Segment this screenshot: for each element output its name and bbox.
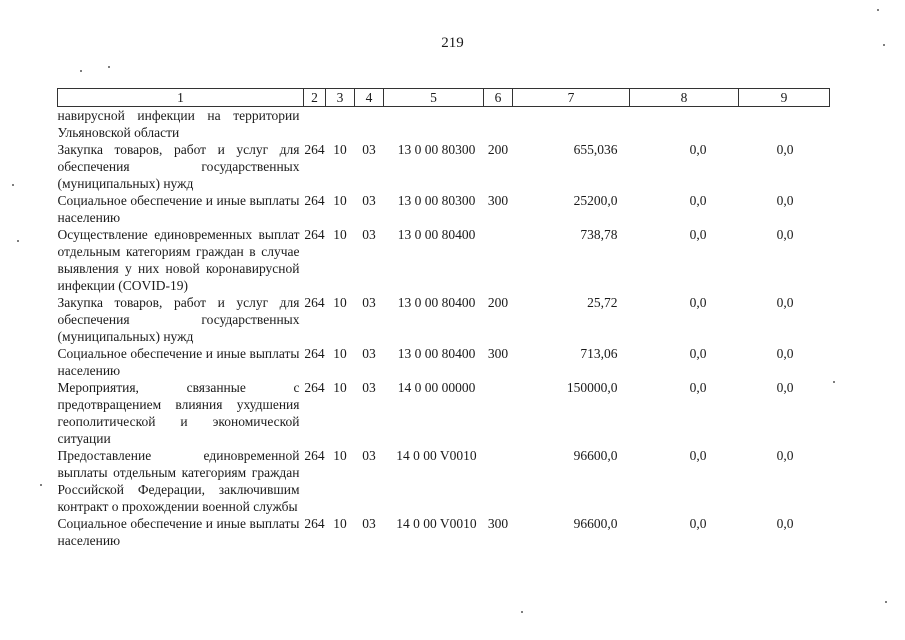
table-row bbox=[58, 226, 830, 294]
row-name: Мероприятия, связанные с предотвращением влияния ухудшения геополитической и экономической ситуации bbox=[57, 380, 300, 446]
row-amount-next: 0,0 bbox=[689, 380, 707, 395]
row-ministry: 264 bbox=[304, 346, 325, 361]
table-header bbox=[58, 89, 830, 107]
row-section: 10 bbox=[333, 516, 347, 531]
scan-speck bbox=[12, 184, 14, 186]
row-amount-after: 0,0 bbox=[776, 142, 794, 157]
row-name: Закупка товаров, работ и услуг для обеспечения государственных (муниципальных) нужд bbox=[57, 142, 300, 191]
row-amount: 25200,0 bbox=[573, 193, 618, 208]
row-target-code: 13 0 00 80400 bbox=[397, 346, 476, 361]
row-expense-type bbox=[484, 379, 513, 447]
row-amount: 96600,0 bbox=[573, 448, 618, 463]
row-expense-type: 300 bbox=[487, 516, 509, 531]
row-name: Социальное обеспечение и иные выплаты населению bbox=[57, 193, 300, 225]
scan-speck bbox=[877, 9, 879, 11]
row-section: 10 bbox=[333, 448, 347, 463]
scan-speck bbox=[885, 601, 887, 603]
row-amount-after: 0,0 bbox=[776, 227, 794, 242]
row-amount-after: 0,0 bbox=[776, 193, 794, 208]
header-row bbox=[58, 89, 830, 107]
row-amount bbox=[513, 107, 630, 142]
row-subsection: 03 bbox=[362, 380, 376, 395]
row-amount: 713,06 bbox=[580, 346, 618, 361]
row-target-code: 14 0 00 V0010 bbox=[396, 448, 477, 463]
row-amount-next: 0,0 bbox=[689, 346, 707, 361]
row-subsection: 03 bbox=[362, 516, 376, 531]
row-name: навирусной инфекции на территории Ульяновской области bbox=[57, 108, 300, 140]
row-ministry: 264 bbox=[304, 193, 325, 208]
table-row bbox=[58, 107, 830, 142]
table-row bbox=[58, 294, 830, 345]
scan-speck bbox=[833, 381, 835, 383]
row-expense-type: 200 bbox=[487, 295, 509, 310]
row-name: Предоставление единовременной выплаты отдельным категориям граждан Российской Федерации, заключившим контракт о прохождении военной службы bbox=[57, 448, 300, 514]
scan-speck bbox=[883, 44, 885, 46]
header-col-5: 5 bbox=[384, 89, 484, 107]
table-row bbox=[58, 345, 830, 379]
header-col-4: 4 bbox=[355, 89, 384, 107]
row-target-code: 13 0 00 80300 bbox=[397, 142, 476, 157]
row-section: 10 bbox=[333, 142, 347, 157]
row-amount: 96600,0 bbox=[573, 516, 618, 531]
row-subsection: 03 bbox=[362, 346, 376, 361]
table-row bbox=[58, 515, 830, 549]
row-section: 10 bbox=[333, 193, 347, 208]
row-subsection bbox=[355, 107, 384, 142]
table-row bbox=[58, 379, 830, 447]
row-subsection: 03 bbox=[362, 295, 376, 310]
row-amount-next: 0,0 bbox=[689, 193, 707, 208]
row-expense-type: 300 bbox=[487, 346, 509, 361]
row-target-code bbox=[384, 107, 484, 142]
header-col-3: 3 bbox=[326, 89, 355, 107]
row-section: 10 bbox=[333, 295, 347, 310]
scan-speck bbox=[40, 484, 42, 486]
row-amount-after: 0,0 bbox=[776, 448, 794, 463]
row-expense-type bbox=[484, 447, 513, 515]
row-name: Осуществление единовременных выплат отдельным категориям граждан в случае выявления у них новой коронавирусной инфекции (COVID-19) bbox=[57, 227, 300, 293]
row-expense-type bbox=[484, 107, 513, 142]
header-col-9: 9 bbox=[739, 89, 830, 107]
row-amount: 738,78 bbox=[580, 227, 618, 242]
row-amount-next: 0,0 bbox=[689, 227, 707, 242]
scan-speck bbox=[108, 66, 110, 68]
row-amount-after: 0,0 bbox=[776, 516, 794, 531]
table-row bbox=[58, 141, 830, 192]
row-amount: 150000,0 bbox=[566, 380, 618, 395]
row-ministry: 264 bbox=[304, 227, 325, 242]
row-target-code: 14 0 00 V0010 bbox=[396, 516, 477, 531]
row-ministry: 264 bbox=[304, 380, 325, 395]
row-subsection: 03 bbox=[362, 142, 376, 157]
row-section: 10 bbox=[333, 227, 347, 242]
row-target-code: 14 0 00 00000 bbox=[397, 380, 476, 395]
row-amount-next: 0,0 bbox=[689, 142, 707, 157]
header-col-7: 7 bbox=[513, 89, 630, 107]
row-section: 10 bbox=[333, 346, 347, 361]
row-expense-type: 200 bbox=[487, 142, 509, 157]
row-amount: 655,036 bbox=[573, 142, 618, 157]
row-amount-next: 0,0 bbox=[689, 448, 707, 463]
table-body bbox=[58, 107, 830, 550]
row-name: Социальное обеспечение и иные выплаты населению bbox=[57, 346, 300, 378]
page-number: 219 bbox=[441, 35, 464, 51]
row-amount-after: 0,0 bbox=[776, 346, 794, 361]
row-name: Социальное обеспечение и иные выплаты населению bbox=[57, 516, 300, 548]
row-amount-after bbox=[739, 107, 830, 142]
row-ministry: 264 bbox=[304, 448, 325, 463]
scan-speck bbox=[17, 240, 19, 242]
row-amount-next: 0,0 bbox=[689, 295, 707, 310]
row-subsection: 03 bbox=[362, 227, 376, 242]
budget-table bbox=[57, 88, 830, 549]
row-ministry: 264 bbox=[304, 516, 325, 531]
row-ministry: 264 bbox=[304, 295, 325, 310]
scan-speck bbox=[521, 611, 523, 613]
row-ministry bbox=[304, 107, 326, 142]
scan-speck bbox=[80, 70, 82, 72]
table-row bbox=[58, 447, 830, 515]
row-target-code: 13 0 00 80400 bbox=[397, 295, 476, 310]
row-expense-type: 300 bbox=[487, 193, 509, 208]
header-col-2: 2 bbox=[304, 89, 326, 107]
row-name: Закупка товаров, работ и услуг для обеспечения государственных (муниципальных) нужд bbox=[57, 295, 300, 344]
row-expense-type bbox=[484, 226, 513, 294]
row-section bbox=[326, 107, 355, 142]
row-ministry: 264 bbox=[304, 142, 325, 157]
row-subsection: 03 bbox=[362, 448, 376, 463]
header-col-8: 8 bbox=[630, 89, 739, 107]
row-target-code: 13 0 00 80400 bbox=[397, 227, 476, 242]
header-col-6: 6 bbox=[484, 89, 513, 107]
row-target-code: 13 0 00 80300 bbox=[397, 193, 476, 208]
row-section: 10 bbox=[333, 380, 347, 395]
row-amount-after: 0,0 bbox=[776, 295, 794, 310]
row-amount: 25,72 bbox=[587, 295, 618, 310]
row-amount-next: 0,0 bbox=[689, 516, 707, 531]
table-row bbox=[58, 192, 830, 226]
header-col-1: 1 bbox=[58, 89, 304, 107]
row-amount-next bbox=[630, 107, 739, 142]
row-amount-after: 0,0 bbox=[776, 380, 794, 395]
row-subsection: 03 bbox=[362, 193, 376, 208]
